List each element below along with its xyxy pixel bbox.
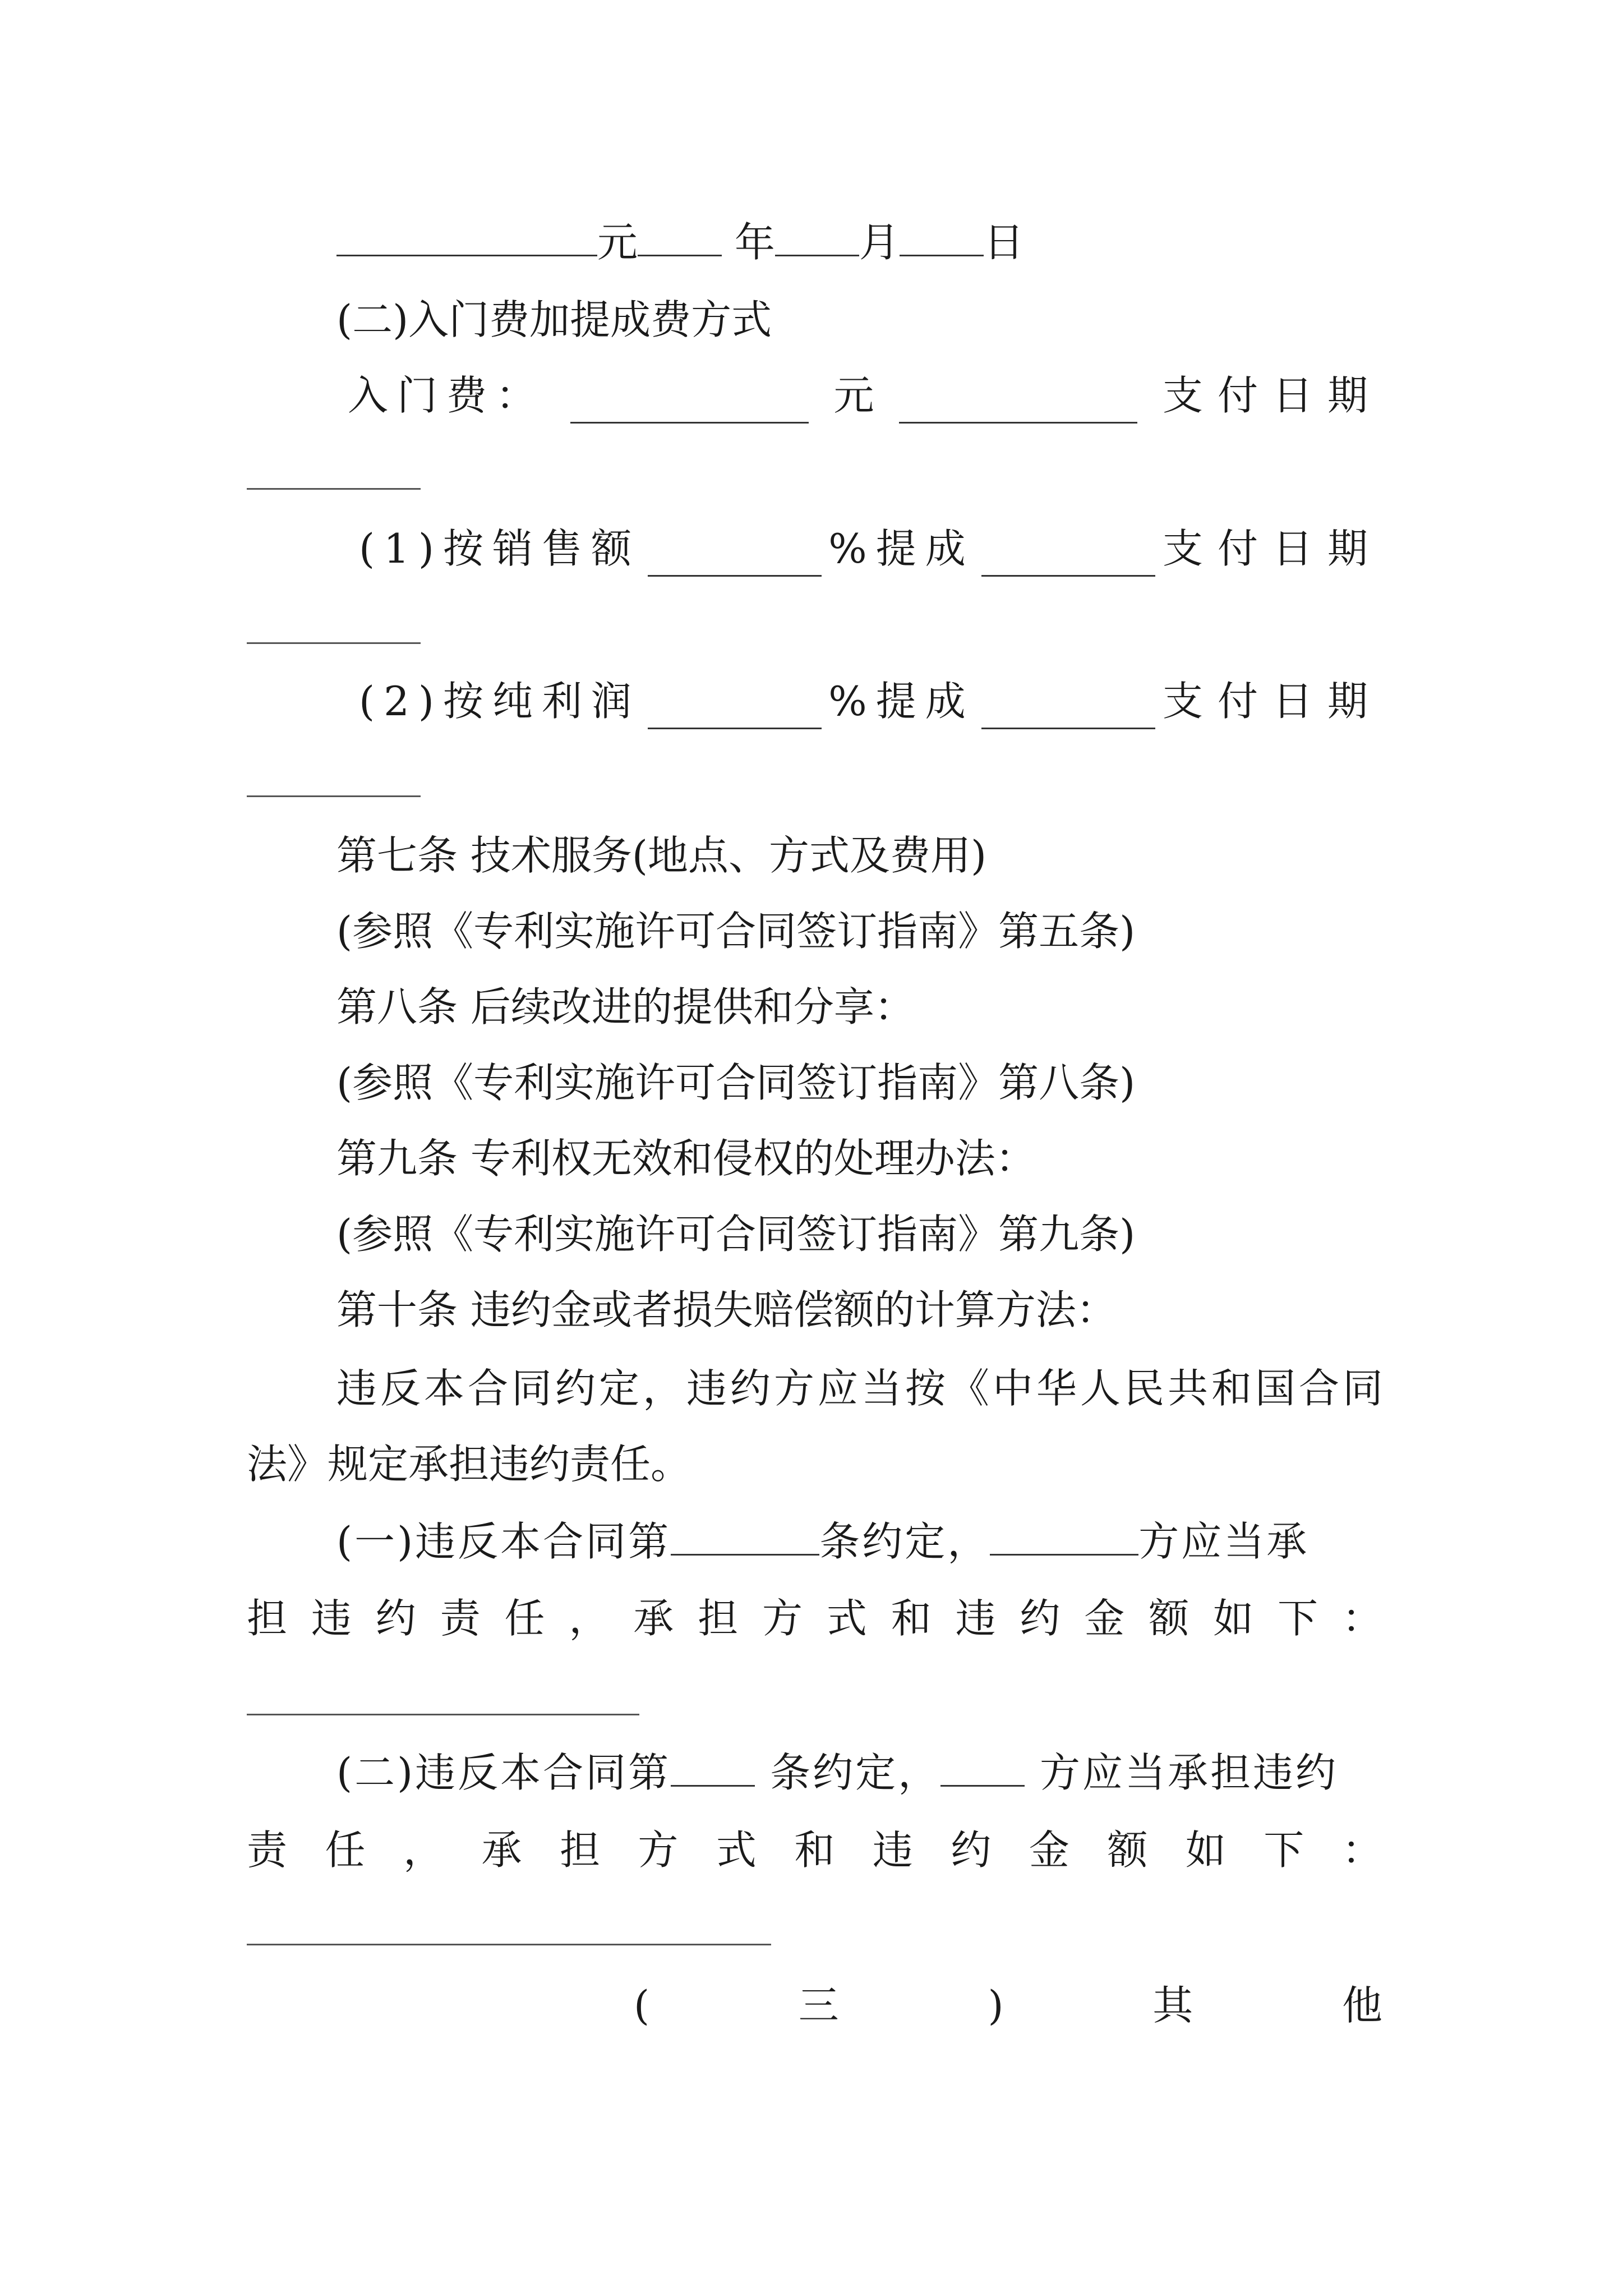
- day-label: 日: [983, 219, 1024, 266]
- char: ): [988, 1982, 1004, 2029]
- char: 下: [1278, 1595, 1318, 1642]
- clause-2-line-1: [336, 1745, 1382, 1801]
- entry-fee-unit: 元: [833, 372, 874, 419]
- sales-percent-label: %提成: [828, 525, 975, 572]
- char: 方: [638, 1826, 679, 1874]
- char: 其: [1152, 1982, 1193, 2029]
- char: 约: [1020, 1595, 1061, 1642]
- char: 和: [891, 1595, 932, 1642]
- char: 担: [698, 1595, 739, 1642]
- article-9: 第九条 专利权无效和侵权的处理办法：: [336, 1135, 1036, 1182]
- char: 金: [1084, 1595, 1125, 1642]
- char: 任: [325, 1826, 366, 1874]
- clause-2-mid: 条约定，: [770, 1749, 941, 1796]
- entry-fee-line: [348, 367, 1382, 424]
- clause-2-party-blank: [940, 1745, 1025, 1787]
- profit-percent-blank: [648, 687, 822, 729]
- clause-1-end: 方应当承: [1138, 1518, 1310, 1565]
- clause-2-line-2: [247, 1822, 1382, 1878]
- clause-1-line-1: [336, 1513, 1382, 1570]
- year-blank: [638, 214, 722, 256]
- char: 责: [247, 1826, 288, 1874]
- char: 金: [1029, 1826, 1069, 1874]
- month-label: 月: [859, 219, 900, 266]
- char: 和: [794, 1826, 835, 1874]
- profit-date-label: 支付日期: [1162, 678, 1382, 725]
- char: ，: [569, 1595, 610, 1642]
- char: 承: [481, 1826, 522, 1874]
- clause-1-line-2: [247, 1590, 1382, 1646]
- sales-date-blank: [247, 642, 421, 644]
- char: 违: [955, 1595, 996, 1642]
- clause-1-start: (一)违反本合同第: [336, 1518, 671, 1565]
- clause-2-end: 方应当承担违约: [1039, 1749, 1338, 1796]
- article-8-reference: (参照《专利实施许可合同签订指南》第八条): [336, 1059, 1136, 1106]
- sales-commission-line: [359, 521, 1382, 577]
- breach-text-line-2: 法》规定承担违约责任。: [247, 1441, 691, 1488]
- char: 担: [247, 1595, 288, 1642]
- char: 担: [559, 1826, 600, 1874]
- sales-commission-label: (1)按销售额: [359, 525, 640, 572]
- yuan-label: 元: [597, 219, 638, 266]
- char: 下: [1264, 1826, 1304, 1874]
- char: 式: [716, 1826, 757, 1874]
- clause-2-article-blank: [671, 1745, 755, 1787]
- clause-1-article-blank: [671, 1513, 819, 1556]
- char: 承: [633, 1595, 674, 1642]
- month-blank: [775, 214, 859, 256]
- char: 违: [311, 1595, 352, 1642]
- clause-1-details-blank: [247, 1714, 639, 1715]
- clause-1-mid: 条约定，: [819, 1518, 990, 1565]
- clause-1-party-blank: [990, 1513, 1138, 1556]
- char: 任: [504, 1595, 545, 1642]
- char: 如: [1185, 1826, 1226, 1874]
- article-9-reference: (参照《专利实施许可合同签订指南》第九条): [336, 1211, 1136, 1258]
- profit-commission-line: [359, 673, 1382, 729]
- clause-3-line: [634, 1977, 1382, 2033]
- char: (: [634, 1982, 650, 2029]
- char: ：: [1341, 1595, 1382, 1642]
- sales-percent-blank: [648, 535, 822, 577]
- article-7-reference: (参照《专利实施许可合同签订指南》第五条): [336, 908, 1136, 955]
- char: 他: [1341, 1982, 1382, 2029]
- entry-fee-extra-blank: [899, 381, 1137, 424]
- profit-commission-blank: [981, 687, 1155, 729]
- char: 约: [375, 1595, 416, 1642]
- char: 三: [798, 1982, 839, 2029]
- char: 责: [440, 1595, 481, 1642]
- day-blank: [900, 214, 984, 256]
- sales-date-label: 支付日期: [1162, 525, 1382, 572]
- clause-2-start: (二)违反本合同第: [336, 1749, 671, 1796]
- entry-fee-date-label: 支付日期: [1162, 372, 1382, 419]
- profit-percent-label: %提成: [828, 678, 975, 725]
- char: 方: [762, 1595, 803, 1642]
- amount-blank: [336, 214, 597, 256]
- clause-2-details-blank: [247, 1944, 771, 1945]
- char: 违: [872, 1826, 913, 1874]
- entry-fee-blank: [570, 381, 809, 424]
- char: 额: [1149, 1595, 1189, 1642]
- article-7: 第七条 技术服务(地点、方式及费用): [336, 832, 987, 879]
- char: 如: [1213, 1595, 1254, 1642]
- fee-method-heading: (二)入门费加提成费方式: [336, 296, 772, 343]
- char: 约: [951, 1826, 992, 1874]
- payment-date-line: [336, 214, 1382, 270]
- year-label: 年: [734, 219, 775, 266]
- char: ，: [403, 1826, 444, 1874]
- breach-text-line-1: 违反本合同约定，违约方应当按《中华人民共和国合同: [336, 1365, 1387, 1412]
- char: 额: [1107, 1826, 1148, 1874]
- char: ：: [1341, 1826, 1382, 1874]
- profit-commission-label: (2)按纯利润: [359, 678, 640, 725]
- char: 式: [826, 1595, 867, 1642]
- article-10: 第十条 违约金或者损失赔偿额的计算方法：: [336, 1286, 1117, 1333]
- entry-fee-label: 入门费：: [348, 372, 546, 419]
- profit-date-blank: [247, 795, 421, 797]
- article-8: 第八条 后续改进的提供和分享：: [336, 983, 915, 1030]
- sales-commission-blank: [981, 535, 1155, 577]
- entry-fee-date-blank: [247, 488, 421, 490]
